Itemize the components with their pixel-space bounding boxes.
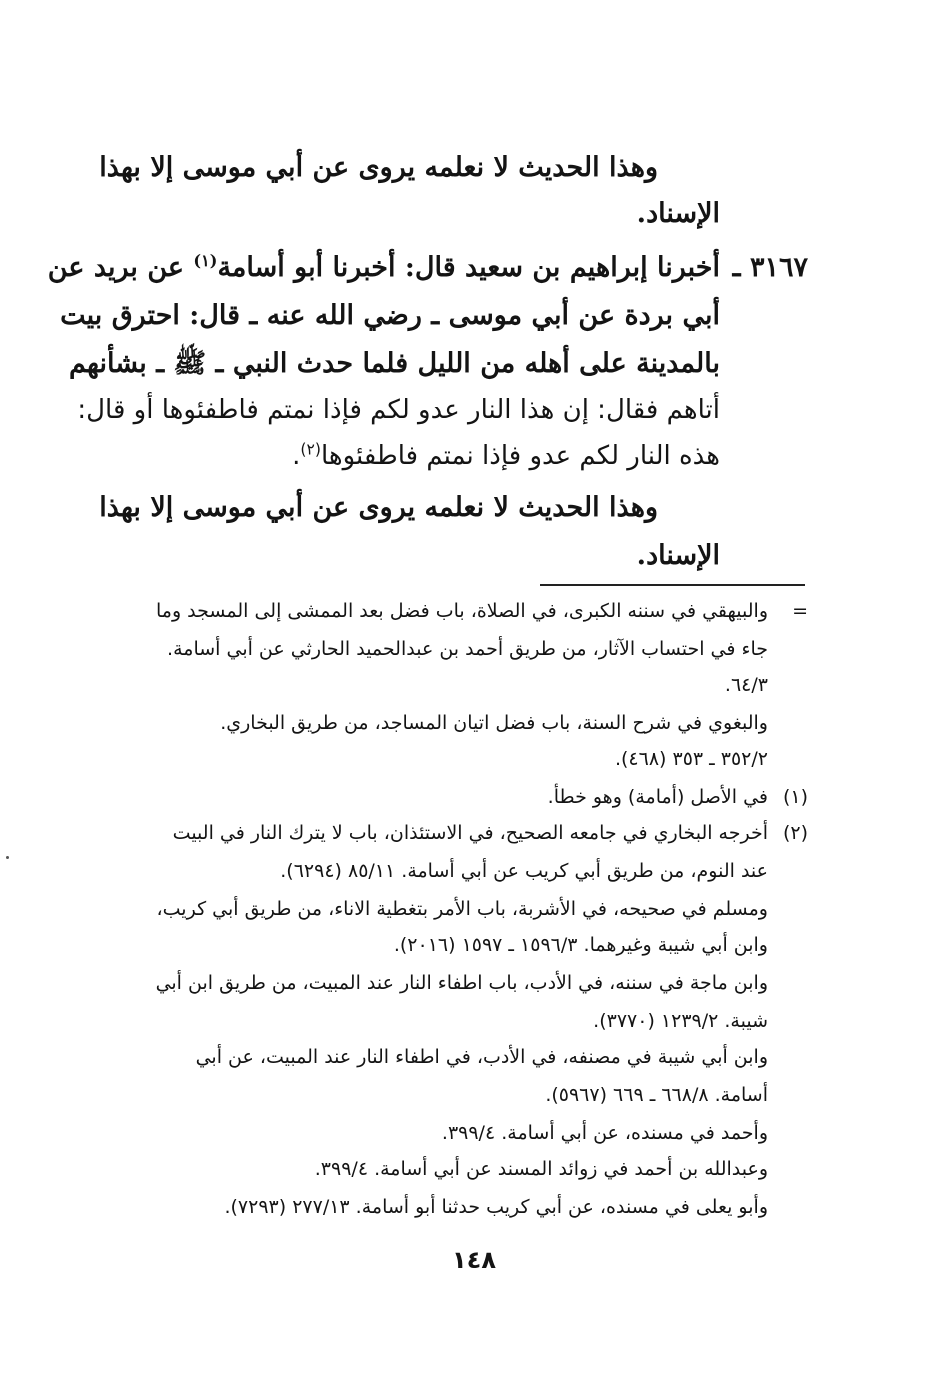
footnote-2-line2: عند النوم، من طريق أبي كريب عن أبي أسامة. ٨٥/١١ (٦٢٩٤).	[280, 860, 768, 882]
hadith-line5	[292, 436, 720, 476]
footnote-2-marker: (٢)	[782, 822, 808, 844]
footnote-2-line4: وابن أبي شيبة وغيرهما. ١٥٩٦/٣ ـ ١٥٩٧ (٢٠١٦).	[393, 934, 768, 956]
hadith-line2: أبي بردة عن أبي موسى ـ رضي الله عنه ـ قال: احترق بيت	[60, 300, 720, 331]
footnote-2-line10: وعبدالله بن أحمد في زوائد المسند عن أبي أسامة. ٣٩٩/٤.	[314, 1158, 768, 1180]
footnote-cont-line5: ٣٥٢/٢ ـ ٣٥٣ (٤٦٨).	[614, 748, 768, 770]
footnote-continuation-marker: =	[792, 600, 808, 622]
para1-line2: الإسناد.	[636, 198, 720, 229]
footnote-cont-line2: جاء في احتساب الآثار، من طريق أحمد بن عبدالحميد الحارثي عن أبي أسامة.	[167, 638, 768, 660]
scan-speck	[6, 856, 9, 859]
para1-line1: وهذا الحديث لا نعلمه يروى عن أبي موسى إلا بهذا	[99, 152, 658, 183]
hadith-line5-b: .	[292, 441, 301, 471]
footnote-ref-1: (١)	[193, 251, 218, 270]
footnote-cont-line3: ٦٤/٣.	[724, 674, 768, 696]
para2-line1: وهذا الحديث لا نعلمه يروى عن أبي موسى إلا بهذا	[99, 492, 658, 523]
hadith-number: ٣١٦٧ ـ	[732, 252, 808, 283]
footnote-2-line11: وأبو يعلى في مسنده، عن أبي كريب حدثنا أبو أسامة. ٢٧٧/١٣ (٧٢٩٣).	[224, 1196, 768, 1218]
footnote-2-line1: أخرجه البخاري في جامعه الصحيح، في الاستئذان، باب لا يترك النار في البيت	[172, 822, 768, 844]
footnote-divider	[540, 584, 805, 586]
footnote-cont-line1: والبيهقي في سننه الكبرى، في الصلاة، باب فضل بعد الممشى إلى المسجد وما	[156, 600, 768, 622]
footnote-2-line3: ومسلم في صحيحه، في الأشربة، باب الأمر بتغطية الاناء، من طريق أبي كريب،	[156, 898, 768, 920]
footnote-2-line8: أسامة. ٦٦٨/٨ ـ ٦٦٩ (٥٩٦٧).	[545, 1084, 768, 1106]
hadith-line1-b: عن بريد عن	[47, 252, 194, 283]
footnote-2-line9: وأحمد في مسنده، عن أبي أسامة. ٣٩٩/٤.	[441, 1122, 768, 1144]
hadith-line4: أتاهم فقال: إن هذا النار عدو لكم فإذا نمتم فاطفئوها أو قال:	[77, 395, 720, 425]
footnote-2-line7: وابن أبي شيبة في مصنفه، في الأدب، في اطفاء النار عند المبيت، عن أبي	[195, 1046, 768, 1068]
page-number: ١٤٨	[452, 1246, 496, 1274]
footnote-cont-line4: والبغوي في شرح السنة، باب فضل اتيان المساجد، من طريق البخاري.	[220, 712, 768, 734]
footnote-2-line6: شيبة. ١٢٣٩/٢ (٣٧٧٠).	[593, 1010, 768, 1032]
hadith-line5-a: هذه النار لكم عدو فإذا نمتم فاطفئوها	[320, 441, 720, 471]
para2-line2: الإسناد.	[636, 540, 720, 571]
footnote-ref-2: (٢)	[300, 440, 321, 459]
hadith-line1-a: أخبرنا إبراهيم بن سعيد قال: أخبرنا أبو أسامة	[217, 252, 720, 283]
footnote-1-text: في الأصل (أمامة) وهو خطأ.	[547, 786, 768, 808]
footnote-2-line5: وابن ماجة في سننه، في الأدب، باب اطفاء النار عند المبيت، من طريق ابن أبي	[155, 972, 768, 994]
hadith-line1	[48, 248, 720, 288]
footnote-1-marker: (١)	[782, 786, 808, 808]
hadith-line3: بالمدينة على أهله من الليل فلما حدث النبي ـ ﷺ ـ بشأنهم	[69, 348, 720, 379]
